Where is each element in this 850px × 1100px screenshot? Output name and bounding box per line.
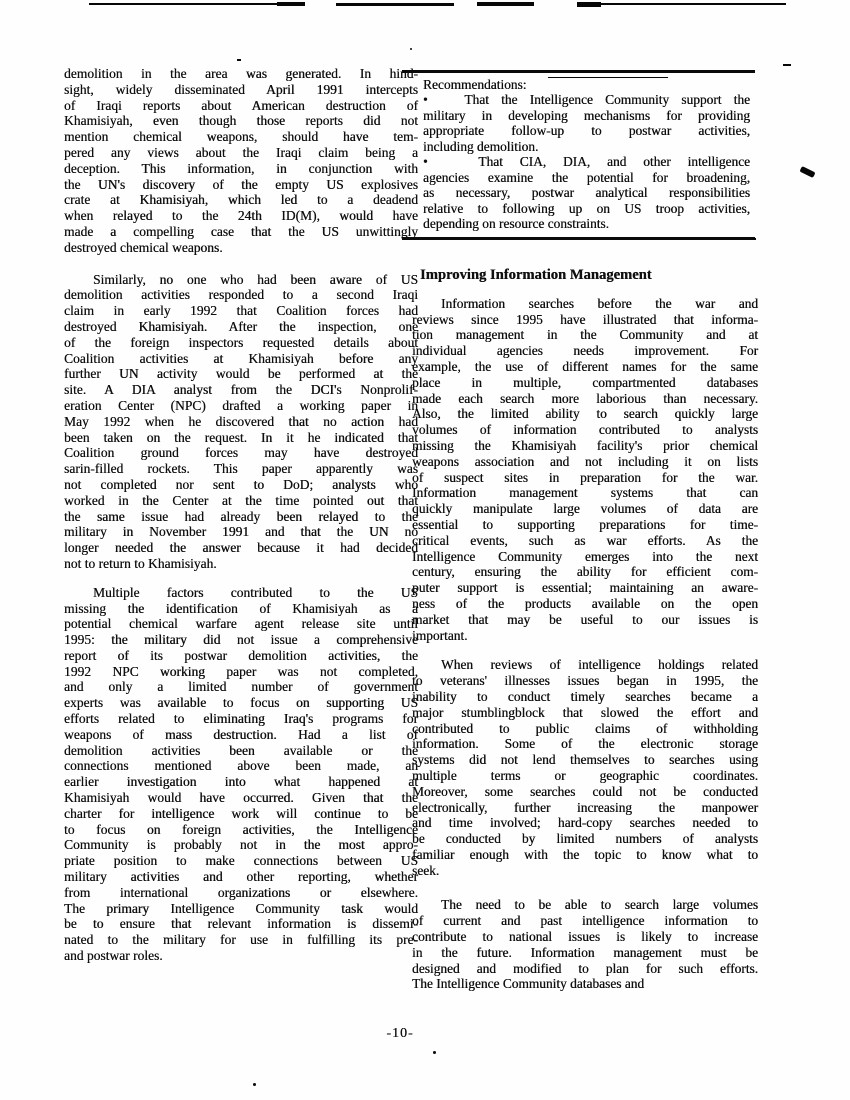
- text-line: information. Some of the electronic storage: [412, 736, 758, 752]
- text-line: made a compelling case that the US unwittingly: [64, 223, 418, 239]
- text-line: example, the use of different names for the same: [412, 358, 758, 374]
- text-line: and time involved; hard-copy searches needed to: [412, 815, 758, 831]
- text-line: appropriate follow-up to postwar activities,: [423, 123, 750, 139]
- text-line: deception. This information, in conjunction with: [64, 160, 418, 176]
- text-line: Khamisiyah, even though those reports did not: [64, 113, 418, 129]
- text-line: familiar enough with the topic to know what to: [412, 846, 758, 862]
- text-line: • That the Intelligence Community support the: [423, 92, 750, 108]
- text-line: Information searches before the war and: [441, 295, 758, 311]
- scan-mark-icon: [799, 166, 815, 178]
- text-line: military in developing mechanisms for providing: [423, 107, 750, 123]
- text-line: reviews since 1995 have illustrated that informa-: [412, 311, 758, 327]
- text-line: 1995: the military did not issue a comprehensive: [64, 632, 418, 648]
- text-line: mention chemical weapons, should have tem-: [64, 129, 418, 145]
- text-line: The need to be able to search large volumes: [441, 897, 758, 913]
- text-line: been taken on the request. In it he indicated that: [64, 429, 418, 445]
- text-line: site. A DIA analyst from the DCI's Nonprolif-: [64, 382, 418, 398]
- text-line: multiple terms or geographic coordinates.: [412, 767, 758, 783]
- paragraph: [64, 585, 418, 964]
- recommendation-item: [423, 154, 750, 231]
- text-line: to veterans' illnesses issues began in 1995, the: [412, 673, 758, 689]
- scan-artifact-line: [783, 64, 791, 66]
- scan-speck: [253, 1083, 256, 1086]
- text-line: made each search more laborious than necessary.: [412, 390, 758, 406]
- text-line: inability to conduct timely searches became a: [412, 688, 758, 704]
- page-number: -10-: [386, 1026, 414, 1041]
- text-line: Multiple factors contributed to the US: [93, 584, 418, 600]
- text-line: Also, the limited ability to search quickly large: [412, 406, 758, 422]
- text-line: when relayed to the 24th ID(M), would have: [64, 208, 418, 224]
- text-line: agencies examine the potential for broadening,: [423, 169, 750, 185]
- text-line: and postwar roles.: [64, 948, 163, 964]
- text-line: military activities and other reporting, whether: [64, 869, 418, 885]
- text-line: quickly manipulate large volumes of data are: [412, 501, 758, 517]
- text-line: missing the Khamisiyah facility's prior chemical: [412, 437, 758, 453]
- text-line: market that may be useful to our issues is: [412, 611, 758, 627]
- text-line: Intelligence Community emerges into the next: [412, 548, 758, 564]
- text-line: efforts related to eliminating Iraq's programs for: [64, 711, 418, 727]
- text-line: individual agencies needs improvement. For: [412, 343, 758, 359]
- scan-artifact-line: [336, 3, 454, 6]
- text-line: not to return to Khamisiyah.: [64, 555, 217, 571]
- text-line: electronically, further increasing the manpower: [412, 799, 758, 815]
- text-line: demolition activities been available or the: [64, 742, 418, 758]
- paragraph: [412, 296, 758, 644]
- text-line: missing the identification of Khamisiyah as a: [64, 600, 418, 616]
- text-line: The primary Intelligence Community task would: [64, 900, 418, 916]
- text-line: ness of the products available on the open: [412, 595, 758, 611]
- text-line: weapons association and not including it on lists: [412, 453, 758, 469]
- text-line: of current and past intelligence information to: [412, 913, 758, 929]
- text-line: May 1992 when he discovered that no action had: [64, 413, 418, 429]
- scan-speck: [410, 48, 412, 50]
- text-line: eration Center (NPC) drafted a working paper in: [64, 397, 418, 413]
- text-line: sarin-filled rockets. This paper apparently was: [64, 461, 418, 477]
- text-line: report of its postwar demolition activities, the: [64, 647, 418, 663]
- text-line: including demolition.: [423, 138, 539, 154]
- text-line: demolition activities responded to a second Iraqi: [64, 287, 418, 303]
- text-line: be conducted by limited numbers of analysts: [412, 831, 758, 847]
- text-line: of the foreign inspectors requested details about: [64, 334, 418, 350]
- text-line: essential to supporting preparations for time-: [412, 516, 758, 532]
- recommendations-box: [402, 70, 755, 240]
- text-line: seek.: [412, 862, 440, 878]
- text-line: pered any views about the Iraqi claim being a: [64, 144, 418, 160]
- text-line: priate position to make connections between US: [64, 853, 418, 869]
- text-line: tion management in the Community and at: [412, 327, 758, 343]
- text-line: the UN's discovery of the empty US explosives: [64, 176, 418, 192]
- text-line: systems did not lend themselves to searches using: [412, 752, 758, 768]
- text-line: puter support is essential; maintaining an aware-: [412, 580, 758, 596]
- text-line: Coalition ground forces may have destroyed: [64, 445, 418, 461]
- scan-artifact-line: [89, 3, 305, 5]
- text-line: destroyed chemical weapons.: [64, 239, 223, 255]
- section-heading: Improving Information Management: [420, 267, 652, 283]
- text-line: The Intelligence Community databases and: [412, 976, 645, 992]
- recommendations-title: Recommendations:: [423, 77, 527, 92]
- scan-artifact-line: [277, 2, 305, 6]
- text-line: Information management systems that can: [412, 485, 758, 501]
- text-line: and only a limited number of government: [64, 679, 418, 695]
- text-line: Khamisiyah would have occurred. Given that the: [64, 790, 418, 806]
- text-line: be to ensure that relevant information is dissemi-: [64, 916, 418, 932]
- scan-artifact-line: [577, 3, 786, 5]
- text-line: depending on resource constraints.: [423, 216, 609, 232]
- text-line: sight, widely disseminated April 1991 intercepts: [64, 81, 418, 97]
- text-line: destroyed Khamisiyah. After the inspection, one: [64, 318, 418, 334]
- recommendation-item: [423, 92, 750, 154]
- text-line: experts was available to focus on supporting US: [64, 695, 418, 711]
- text-line: in the future. Information management must be: [412, 944, 758, 960]
- text-line: of suspect sites in preparation for the war.: [412, 469, 758, 485]
- text-line: place in multiple, compartmented databases: [412, 374, 758, 390]
- right-column: [412, 268, 758, 992]
- paragraph: [64, 272, 418, 572]
- left-column: [64, 66, 418, 964]
- text-line: crate at Khamisiyah, which led to a deadend: [64, 192, 418, 208]
- text-line: the same issue had already been relayed to the: [64, 508, 418, 524]
- text-line: • That CIA, DIA, and other intelligence: [423, 154, 750, 170]
- text-line: charter for intelligence work will continue to be: [64, 805, 418, 821]
- text-line: nated to the military for use in fulfilling its pre-: [64, 932, 418, 948]
- text-line: worked in the Center at the time pointed out that: [64, 492, 418, 508]
- text-line: Community is probably not in the most appro-: [64, 837, 418, 853]
- text-line: weapons of mass destruction. Had a list of: [64, 726, 418, 742]
- text-line: of Iraqi reports about American destruction of: [64, 97, 418, 113]
- text-line: contributed to public claims of withholding: [412, 720, 758, 736]
- text-line: Moreover, some searches could not be conducted: [412, 783, 758, 799]
- paragraph: [412, 657, 758, 878]
- text-line: military in November 1991 and that the UN no: [64, 524, 418, 540]
- scan-artifact-line: [477, 2, 534, 6]
- text-line: designed and modified to plan for such efforts.: [412, 960, 758, 976]
- text-line: longer needed the answer because it had decided: [64, 540, 418, 556]
- text-line: Similarly, no one who had been aware of US: [93, 271, 418, 287]
- scan-speck: [433, 1051, 436, 1054]
- text-line: potential chemical warfare agent release site until: [64, 616, 418, 632]
- text-line: to focus on foreign activities, the Intelligence: [64, 821, 418, 837]
- text-line: relative to following up on US troop activities,: [423, 200, 750, 216]
- text-line: century, ensuring the ability for efficient com-: [412, 564, 758, 580]
- scan-speck: [237, 59, 241, 61]
- text-line: demolition in the area was generated. In hind-: [64, 66, 418, 81]
- text-line: as necessary, postwar analytical responsibilities: [423, 185, 750, 201]
- text-line: earlier investigation into what happened at: [64, 774, 418, 790]
- text-line: not completed nor sent to DoD; analysts who: [64, 476, 418, 492]
- text-line: volumes of information contributed to analysts: [412, 422, 758, 438]
- text-line: contribute to national issues is likely to increase: [412, 929, 758, 945]
- text-line: from international organizations or elsewhere.: [64, 884, 418, 900]
- text-line: important.: [412, 627, 468, 643]
- paragraph: [412, 897, 758, 992]
- text-line: connections mentioned above been made, an: [64, 758, 418, 774]
- text-line: Coalition activities at Khamisiyah before any: [64, 350, 418, 366]
- paragraph: [64, 66, 418, 256]
- text-line: claim in early 1992 that Coalition forces had: [64, 303, 418, 319]
- text-line: 1992 NPC working paper was not completed,: [64, 663, 418, 679]
- text-line: critical events, such as war efforts. As the: [412, 532, 758, 548]
- text-line: When reviews of intelligence holdings related: [441, 657, 758, 673]
- text-line: further UN activity would be performed at the: [64, 366, 418, 382]
- text-line: major stumblingblock that slowed the effort and: [412, 704, 758, 720]
